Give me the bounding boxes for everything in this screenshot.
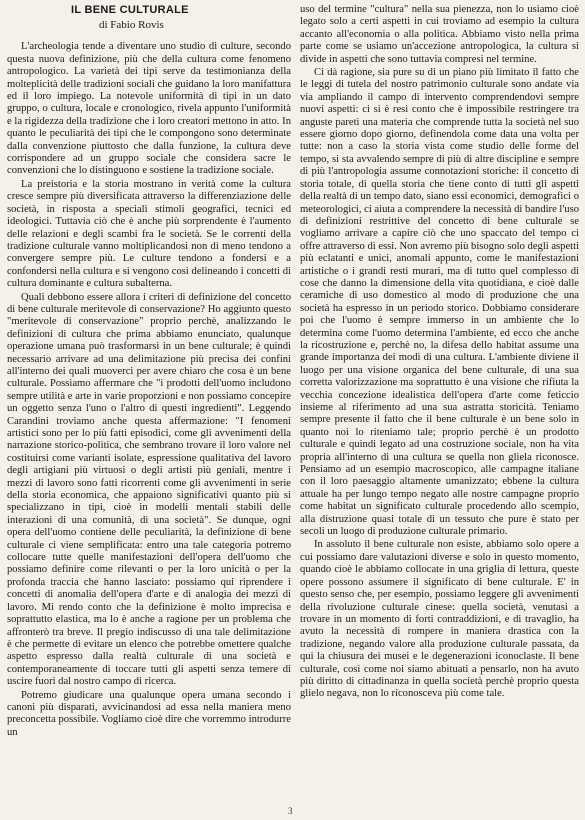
left-column [7,4,291,740]
paragraph: uso del termine "cultura" nella sua pienezza, non lo usiamo cioè legato solo a certi aspetti in cui troviamo ad esempio la cultura accanto all'economia o alla politica. Abbiamo visto nella prima parte come se usiamo un'accezione antropologica, la cultura si divide in aspetti che sono tuttavia compresi nel termine. [300,4,579,65]
paragraph: In assoluto il bene culturale non esiste, abbiamo solo opere a cui possiamo dare valutazioni diverse e solo in questo momento, quando cioè le abbiamo collocate in una griglia di lettura, queste opere possono assumere il significato di bene culturale. E' in questo senso che, per esempio, possiamo leggere gli avvenimenti della rivoluzione culturale cinese: quella società, venutasi a trovare in un momento di forti contraddizioni, e di travaglio, ha avuto la necessità di rompere in maniera drastica con la tradizione, negando valore alla produzione culturale passata, da qui la chiusura dei musei e le degenerazioni iconoclaste. Il bene culturale, così come noi siamo abituati a pensarlo, non ha avuto più diritto di cittadinanza in quella società perchè proprio questa glielo negava, non lo riconosceva più come tale. [300,539,579,700]
page-number: 3 [288,806,293,816]
right-column [300,4,579,702]
paragraph: L'archeologia tende a diventare uno studio di culture, secondo questa nuova definizione, più che della cultura come fenomeno antropologico. La varietà dei tipi serve da testimonianza della molteplicità delle tradizioni sociali che guidano la loro manifattura ed il loro impiego. La notevole uniformità di tipi in un dato gruppo, o cultura, locale e cronologico, rivela appunto l'uniformità e la rigidezza della tradizione che i loro creatori mettono in atto. In quanto le peculiarità dei tipi che le compongono sono determinate dalla convenzione piuttosto che dalla funzione, la cultura deve corrispondere ad un gruppo sociale che considera sacre le convenzioni che lo distinguono e sostiene la tradizione sociale. [7,41,291,177]
paragraph: Potremo giudicare una qualunque opera umana secondo i canoni più disparati, avvicinandosi ad essa nella maniera meno preconcetta possibile. Vogliamo cioè dire che vorremmo introdurre un [7,689,291,738]
paragraph: Ci dà ragione, sia pure su di un piano più limitato il fatto che le leggi di tutela del nostro patrimonio culturale sono andate via via ampliando il campo di intervento comprendendovi sempre nuovi aspetti: ci si è resi conto che è impossibile restringere tra anguste pareti una materia che comprende tutta la società nel suo essere giorno dopo giorno, definendola come data una volta per tutte: non a caso la storia vista come studio delle forme del tempo, si sta avvalendo sempre di più di altre discipline e sempre di più l'antropologia assume connotazioni storiche: il concetto di storia totale, di quella storia che tiene conto di tutti gli aspetti della realtà di un tempo dato, siano essi economici, demografici o meteorologici, ci aiuta a comprendere la necessità di bandire l'uso di definizioni restrittive del concetto di bene culturale se vogliamo arrivare a capire ciò che uno spaccato del tempo ci offre attraverso di essi. Non avremo più bisogno solo degli aspetti più eclatanti e unici, anomali appunto, come le manifestazioni artistiche o i grandi resti murari, ma di tutto quel complesso di cose che danno la dimensione della vita quotidiana, e cioè dalle ceramiche di uso domestico al modo di produzione che una società ha espresso in un periodo storico. Dobbiamo considerare poi che l'uomo è sempre immerso in un ambiente che lo determina come l'uomo determina l'ambiente, ed ecco che anche la ricostruzione e, perchè no, la difesa dello habitat assume una grande importanza dei modi di una cultura. L'ambiente diviene il luogo per una visione organica del bene culturale, di una sua corretta valorizzazione ma soprattutto è una visione che rifiuta la vecchia concezione idealistica dell'opera d'arte come feticcio insieme al riferimento ad una sua astratta storicità. Teniamo sempre presente il fatto che il bene culturale è un bene solo in quanto noi lo riteniamo tale; proprio perchè è un prodotto culturale e quindi legato ad una costruzione sociale, non ha vita propria all'interno di una cultura se quella non gliela riconosce. Pensiamo ad un esempio macroscopico, alle campagne italiane con il loro paesaggio altamente umanizzato; ebbene la cultura attuale ha per lungo tempo negato alle nostre campagne proprio come habitat un significato culturale procedendo allo scempio, alla distruzione quasi totale di un tessuto che pure è stato per secoli un luogo di produzione culturale primario. [300,67,580,538]
article-title: IL BENE CULTURALE [71,4,189,16]
article-author: di Fabio Rovis [99,19,164,31]
paragraph: La preistoria e la storia mostrano in verità come la cultura cresce sempre più diversificata attraverso la differenziazione delle società, in risposta a speciali stimoli geografici, tecnici ed ideologici. Tuttavia ciò che è anche più sorprendente è l'aumento delle relazioni e degli scambi fra le società. Se le correnti della tradizione culturale vanno moltiplicandosi non di meno tendono a convergere sempre più. Le culture tendono a fondersi e a confondersi nella cultura e si vengono così delineando i concetti di cultura dominante e cultura subalterna. [7,178,291,290]
paragraph: Quali debbono essere allora i criteri di definizione del concetto di bene culturale meritevole di conservazione? Ho aggiunto questo "meritevole di conservazione" proprio perchè, analizzando le definizioni di cultura che prima abbiamo enunciato, qualunque operazione umana può trasformarsi in un bene culturale; è quindi necessario arrivare ad una delimitazione più precisa dei confini all'interno dei quali muoverci per avere chiaro che cosa è un bene culturale. Possiamo affermare che "i prodotti dell'uomo includono sempre utilità e arte in varie proporzioni e non possiamo concepire un oggetto senza l'uno o l'altro di questi ingredienti". Leggendo Carandini troviamo anche questa affermazione: "I fenomeni artistici sono per lo più fatti episodici, come gli avvenimenti della narrazione storico-politica, che sembrano trovare il loro valore nel costituirsi come varianti isolate, espressione qualitativa del lavoro degli artigiani più virtuosi o degli artisti più geniali, mentre i mezzi di lavoro sono fatti ricorrenti come gli avvenimenti in serie della storia economica, che appaiono significativi quanto più si specializzano in tipi, cioè in modelli mentali stabili delle interazioni di una comunità, di una società". Se dunque, ogni opera dell'uomo contiene delle peculiarità, la definizione di bene culturale ci viene semplificata: entro una tale categoria potremo collocare tutte quelle manifestazioni dell'opera dell'uomo che possiamo definire come rilevanti o per la loro unicità o per la profonda traccia che hanno lasciato: possiamo qui riprendere i concetti di anomalia dell'opera d'arte e di analogia dei mezzi di lavoro. Mi rendo conto che la definizione è molto imprecisa e soprattutto elastica, ma lo è anche a ragione per un problema che affronterò tra breve. Il pregio indiscusso di una tale delimitazione è che permette di evitare un elenco che potrebbe omettere qualche aspetto espresso dalla realtà culturale di una società e contemporaneamente di toccare tutti gli aspetti senza temere di uscire fuori dal nostro campo di ricerca. [7,291,291,688]
